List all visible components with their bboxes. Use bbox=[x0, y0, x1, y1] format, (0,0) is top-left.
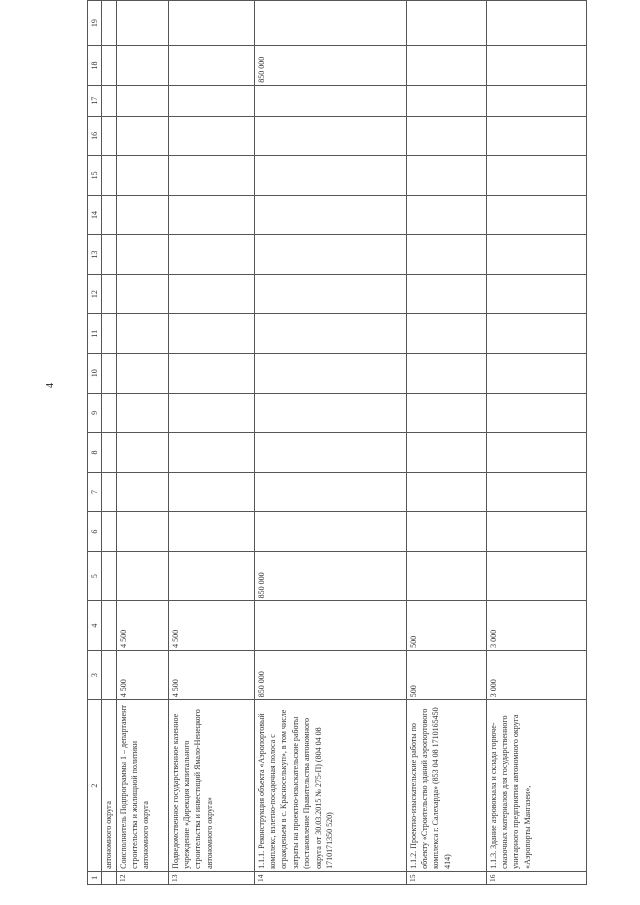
empty-cell bbox=[116, 195, 168, 235]
empty-cell bbox=[116, 85, 168, 116]
empty-cell bbox=[102, 235, 116, 275]
empty-cell bbox=[486, 235, 586, 275]
amount-col-4 bbox=[254, 601, 406, 650]
row-name: 1.1.2. Проектно-изыскательские работы по объекту «Строительство зданий аэропортового комплекса г. Салехарда» (853 04 08 1710165450 414) bbox=[406, 700, 486, 872]
page-number: 4 bbox=[45, 383, 56, 388]
empty-cell bbox=[406, 1, 486, 46]
empty-cell bbox=[254, 156, 406, 196]
empty-cell bbox=[254, 433, 406, 473]
empty-cell bbox=[486, 354, 586, 394]
empty-cell bbox=[254, 274, 406, 314]
empty-cell bbox=[102, 472, 116, 512]
empty-cell bbox=[116, 274, 168, 314]
empty-cell bbox=[168, 354, 254, 394]
column-header: 4 bbox=[88, 601, 102, 650]
amount-col-5 bbox=[116, 551, 168, 600]
empty-cell bbox=[406, 235, 486, 275]
empty-cell bbox=[168, 512, 254, 552]
rotated-table-container bbox=[87, 0, 572, 885]
column-header: 19 bbox=[88, 1, 102, 46]
amount-col-18 bbox=[102, 46, 116, 86]
empty-cell bbox=[102, 433, 116, 473]
empty-cell bbox=[254, 354, 406, 394]
empty-cell bbox=[116, 235, 168, 275]
amount-total: 4 500 bbox=[116, 650, 168, 699]
column-header: 7 bbox=[88, 472, 102, 512]
empty-cell bbox=[102, 1, 116, 46]
empty-cell bbox=[254, 116, 406, 156]
table-row bbox=[406, 1, 486, 885]
amount-total bbox=[102, 650, 116, 699]
amount-col-5: 850 000 bbox=[254, 551, 406, 600]
table-row bbox=[486, 1, 586, 885]
empty-cell bbox=[102, 156, 116, 196]
empty-cell bbox=[486, 393, 586, 433]
amount-col-5 bbox=[406, 551, 486, 600]
empty-cell bbox=[254, 235, 406, 275]
column-header: 9 bbox=[88, 393, 102, 433]
empty-cell bbox=[406, 274, 486, 314]
empty-cell bbox=[116, 354, 168, 394]
empty-cell bbox=[406, 393, 486, 433]
empty-cell bbox=[102, 314, 116, 354]
empty-cell bbox=[102, 354, 116, 394]
empty-cell bbox=[254, 512, 406, 552]
column-header: 17 bbox=[88, 85, 102, 116]
column-header: 3 bbox=[88, 650, 102, 699]
empty-cell bbox=[168, 235, 254, 275]
empty-cell bbox=[486, 156, 586, 196]
empty-cell bbox=[254, 85, 406, 116]
row-name: 1.1.3. Здание аэровокзала и склада горюче-смазочных материалов для государственного унитарного предприятия автономного округа «Аэропорты Мангазеи», bbox=[486, 700, 586, 872]
empty-cell bbox=[168, 393, 254, 433]
amount-col-4: 4 500 bbox=[116, 601, 168, 650]
empty-cell bbox=[102, 512, 116, 552]
empty-cell bbox=[254, 195, 406, 235]
empty-cell bbox=[486, 314, 586, 354]
column-header: 11 bbox=[88, 314, 102, 354]
empty-cell bbox=[254, 393, 406, 433]
column-header: 12 bbox=[88, 274, 102, 314]
column-header: 5 bbox=[88, 551, 102, 600]
empty-cell bbox=[168, 433, 254, 473]
empty-cell bbox=[168, 274, 254, 314]
amount-col-18 bbox=[486, 46, 586, 86]
empty-cell bbox=[406, 433, 486, 473]
table-row bbox=[116, 1, 168, 885]
column-header: 18 bbox=[88, 46, 102, 86]
row-number: 12 bbox=[116, 871, 168, 884]
empty-cell bbox=[116, 156, 168, 196]
empty-cell bbox=[254, 314, 406, 354]
empty-cell bbox=[168, 314, 254, 354]
empty-cell bbox=[254, 1, 406, 46]
table-row bbox=[102, 1, 116, 885]
empty-cell bbox=[486, 85, 586, 116]
amount-col-4: 500 bbox=[406, 601, 486, 650]
empty-cell bbox=[406, 156, 486, 196]
amount-total: 850 000 bbox=[254, 650, 406, 699]
empty-cell bbox=[486, 512, 586, 552]
row-number: 15 bbox=[406, 871, 486, 884]
column-header: 8 bbox=[88, 433, 102, 473]
amount-col-18 bbox=[406, 46, 486, 86]
empty-cell bbox=[406, 512, 486, 552]
empty-cell bbox=[168, 1, 254, 46]
empty-cell bbox=[116, 512, 168, 552]
row-name: Соисполнитель Подпрограммы 1 – департамент строительства и жилищной политики автономного округа bbox=[116, 700, 168, 872]
empty-cell bbox=[102, 85, 116, 116]
amount-col-18 bbox=[168, 46, 254, 86]
amount-total: 3 000 bbox=[486, 650, 586, 699]
column-header: 1 bbox=[88, 871, 102, 884]
row-number: 16 bbox=[486, 871, 586, 884]
empty-cell bbox=[486, 472, 586, 512]
empty-cell bbox=[406, 314, 486, 354]
amount-col-4: 3 000 bbox=[486, 601, 586, 650]
amount-col-4: 4 500 bbox=[168, 601, 254, 650]
empty-cell bbox=[486, 433, 586, 473]
budget-table bbox=[87, 0, 587, 885]
row-name: автономного округа bbox=[102, 700, 116, 872]
empty-cell bbox=[406, 195, 486, 235]
empty-cell bbox=[406, 472, 486, 512]
column-header: 15 bbox=[88, 156, 102, 196]
amount-col-5 bbox=[168, 551, 254, 600]
row-number: 14 bbox=[254, 871, 406, 884]
empty-cell bbox=[102, 393, 116, 433]
empty-cell bbox=[102, 116, 116, 156]
row-name: 1.1.1. Реконструкция объекта «Аэропортовый комплекс, взлетно-посадочная полоса с огражденьем в с. Красноселькуп», в том числе затраты на проектно-изыскательские работы (постановление Правительства автономного округа от 30.03.2015 № 275-П) (804 04 08 1710171350 520) bbox=[254, 700, 406, 872]
amount-col-18: 850 000 bbox=[254, 46, 406, 86]
empty-cell bbox=[254, 472, 406, 512]
empty-cell bbox=[406, 116, 486, 156]
empty-cell bbox=[168, 472, 254, 512]
column-header: 6 bbox=[88, 512, 102, 552]
row-number bbox=[102, 871, 116, 884]
empty-cell bbox=[486, 195, 586, 235]
empty-cell bbox=[116, 116, 168, 156]
empty-cell bbox=[116, 472, 168, 512]
empty-cell bbox=[168, 195, 254, 235]
empty-cell bbox=[486, 116, 586, 156]
empty-cell bbox=[168, 85, 254, 116]
empty-cell bbox=[168, 156, 254, 196]
amount-col-18 bbox=[116, 46, 168, 86]
column-header: 10 bbox=[88, 354, 102, 394]
column-header: 2 bbox=[88, 700, 102, 872]
empty-cell bbox=[102, 274, 116, 314]
column-header: 16 bbox=[88, 116, 102, 156]
row-number: 13 bbox=[168, 871, 254, 884]
column-number-row bbox=[88, 1, 102, 885]
column-header: 13 bbox=[88, 235, 102, 275]
amount-total: 4 500 bbox=[168, 650, 254, 699]
empty-cell bbox=[486, 1, 586, 46]
table-body bbox=[102, 1, 586, 885]
row-name: Подведомственное государственное казенное учреждение «Дирекция капитального строительства и инвестиций Ямало-Ненецкого автономного округа» bbox=[168, 700, 254, 872]
amount-col-5 bbox=[102, 551, 116, 600]
empty-cell bbox=[116, 1, 168, 46]
amount-total: 500 bbox=[406, 650, 486, 699]
empty-cell bbox=[116, 393, 168, 433]
empty-cell bbox=[406, 85, 486, 116]
empty-cell bbox=[406, 354, 486, 394]
empty-cell bbox=[102, 195, 116, 235]
amount-col-4 bbox=[102, 601, 116, 650]
empty-cell bbox=[486, 274, 586, 314]
amount-col-5 bbox=[486, 551, 586, 600]
column-header: 14 bbox=[88, 195, 102, 235]
table-row bbox=[168, 1, 254, 885]
empty-cell bbox=[116, 433, 168, 473]
empty-cell bbox=[116, 314, 168, 354]
empty-cell bbox=[168, 116, 254, 156]
table-row bbox=[254, 1, 406, 885]
